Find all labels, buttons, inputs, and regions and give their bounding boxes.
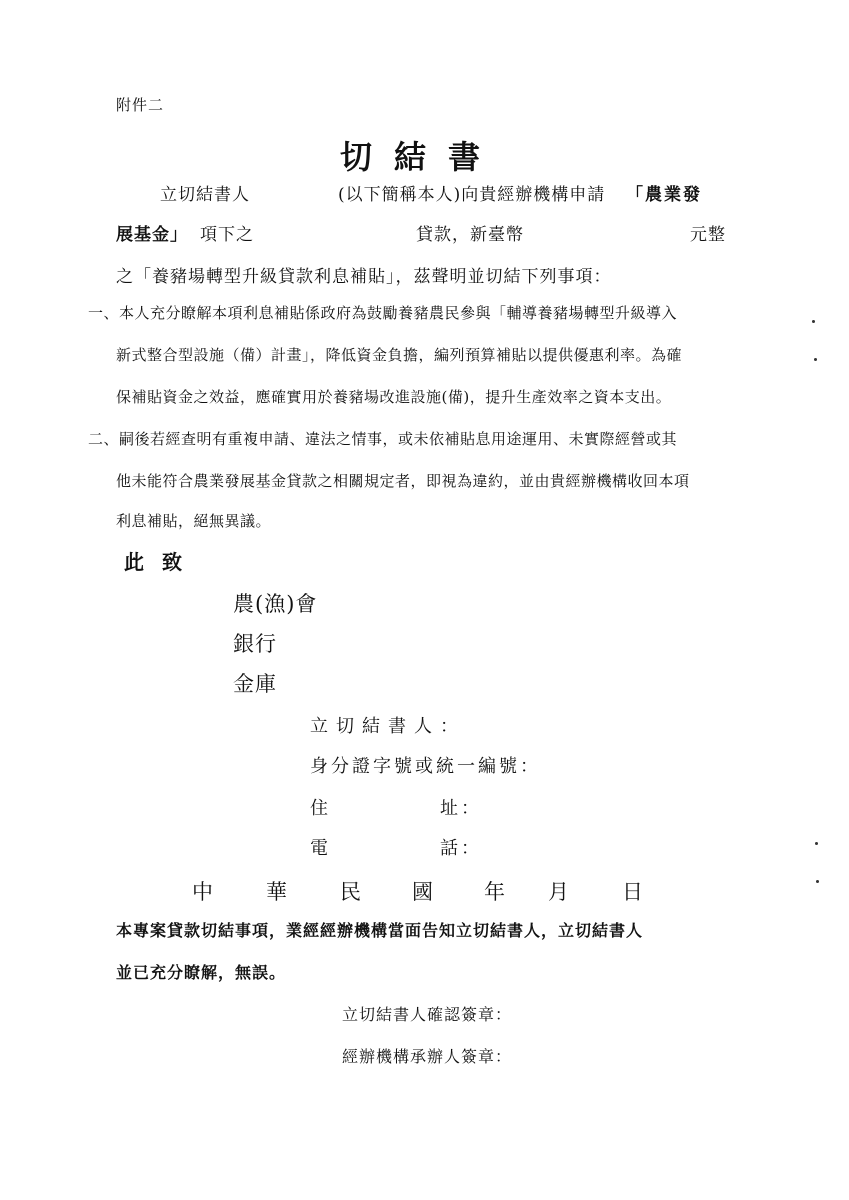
scan-speck xyxy=(812,320,815,323)
date-month: 月 xyxy=(548,880,569,904)
attachment-label: 附件二 xyxy=(116,96,165,114)
intro-line2-right: 元整 xyxy=(690,225,726,245)
id-number-label: 身分證字號或統一編號： xyxy=(310,756,541,777)
intro-line1-left: 立切結書人 xyxy=(160,185,250,205)
date-min: 民 xyxy=(340,880,361,904)
signer-label: 立切結書人： xyxy=(310,716,466,737)
clause-1-line1: 一、本人充分瞭解本項利息補貼係政府為鼓勵養豬農民參與「輔導養豬場轉型升級導入 xyxy=(88,304,678,322)
recipient-farmers-association: 農(漁)會 xyxy=(233,592,318,616)
date-guo: 國 xyxy=(412,880,433,904)
address-label-b: 址： xyxy=(440,798,482,819)
recipient-bank: 銀行 xyxy=(233,632,277,656)
address-label-a: 住 xyxy=(310,798,331,819)
intro-line2-left-b: 項下之 xyxy=(200,225,254,245)
clause-2-line2: 他未能符合農業發展基金貸款之相關規定者，即視為違約，並由貴經辦機構收回本項 xyxy=(116,472,690,490)
phone-label-a: 電 xyxy=(310,838,331,859)
clause-2-line3: 利息補貼，絕無異議。 xyxy=(116,512,272,530)
intro-line1-right: 「農業發 xyxy=(626,185,702,205)
date-hua: 華 xyxy=(266,880,287,904)
scan-speck xyxy=(814,358,817,361)
intro-line3: 之「養豬場轉型升級貸款利息補貼」，茲聲明並切結下列事項： xyxy=(116,267,612,287)
intro-line2-left: 展基金」 xyxy=(116,225,188,245)
date-day: 日 xyxy=(622,880,643,904)
confirmation-line2: 並已充分瞭解，無誤。 xyxy=(116,963,287,982)
recipient-treasury: 金庫 xyxy=(233,672,277,696)
confirmation-line1: 本專案貸款切結事項，業經經辦機構當面告知立切結書人，立切結書人 xyxy=(116,921,644,940)
intro-line1-mid: (以下簡稱本人)向貴經辦機構申請 xyxy=(338,185,606,205)
clause-2-line1: 二、嗣後若經查明有重複申請、違法之情事，或未依補貼息用途運用、未實際經營或其 xyxy=(88,430,678,448)
salutation: 此致 xyxy=(124,550,200,574)
scan-speck xyxy=(815,842,818,845)
intro-line2-mid: 貸款，新臺幣 xyxy=(416,225,524,245)
scan-speck xyxy=(816,880,819,883)
officer-seal-label: 經辦機構承辦人簽章： xyxy=(342,1047,513,1066)
document-title: 切結書 xyxy=(340,138,503,176)
signer-confirm-seal-label: 立切結書人確認簽章： xyxy=(342,1005,513,1024)
date-zhong: 中 xyxy=(192,880,213,904)
date-year: 年 xyxy=(484,880,505,904)
phone-label-b: 話： xyxy=(440,838,482,859)
clause-1-line2: 新式整合型設施（備）計畫」，降低資金負擔，編列預算補貼以提供優惠利率。為確 xyxy=(116,346,683,364)
clause-1-line3: 保補貼資金之效益，應確實用於養豬場改進設施(備)，提升生產效率之資本支出。 xyxy=(116,388,672,406)
